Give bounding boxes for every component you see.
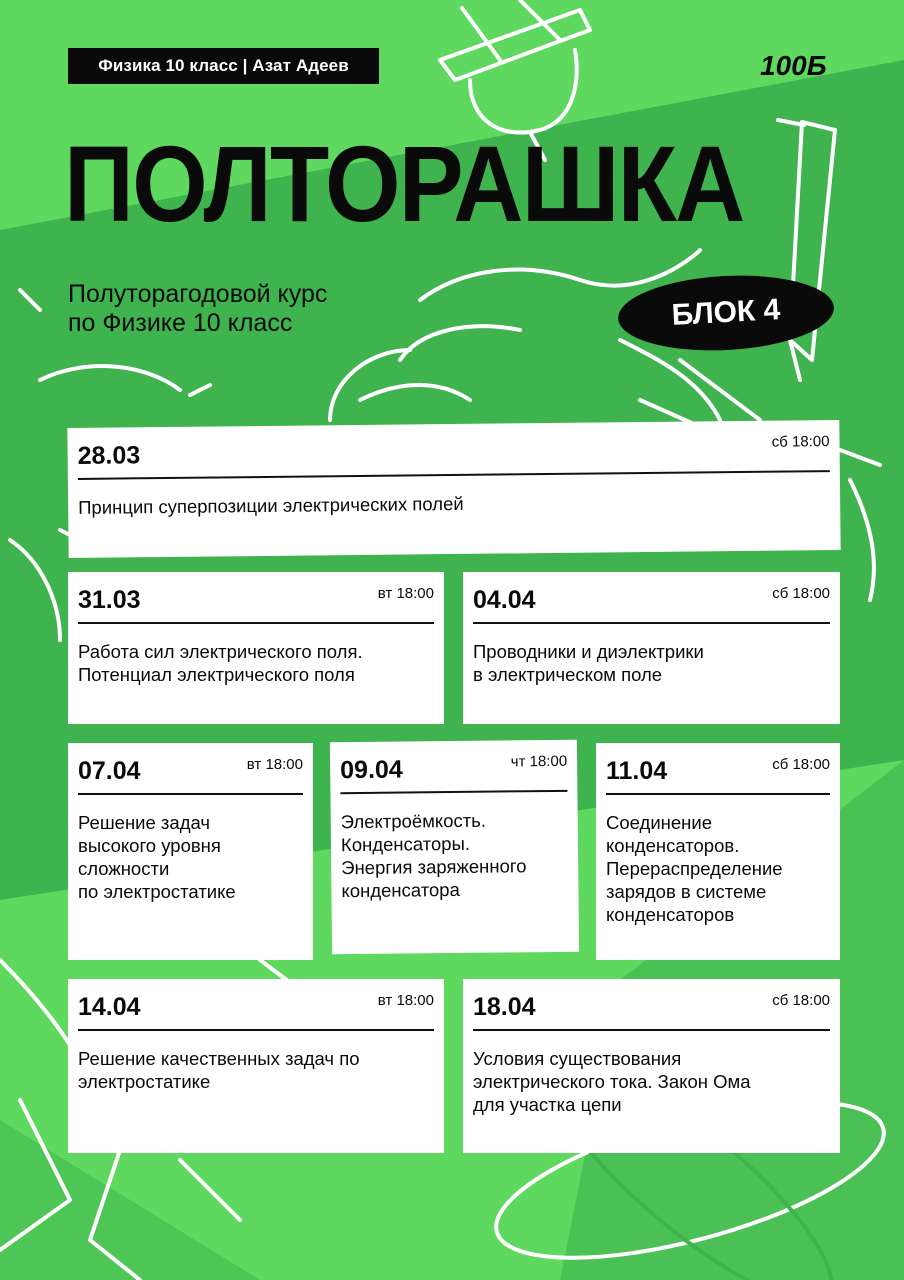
lesson-time: сб 18:00 [772,585,830,602]
lesson-date: 28.03 [77,441,141,470]
lesson-date: 09.04 [340,755,403,785]
topic-line: конденсатора [341,878,460,902]
lesson-topic [473,640,830,686]
topic-line: Соединение [606,812,713,833]
lesson-card-5 [330,740,579,955]
lesson-time: чт 18:00 [510,752,568,771]
topic-line: Проводники и диэлектрики [473,641,704,662]
lesson-card-7 [68,979,444,1153]
block-badge: БЛОК 4 [616,270,836,355]
lesson-card-3 [463,572,840,724]
topic-line: Энергия заряженного [341,855,527,879]
lesson-date: 31.03 [78,586,141,614]
topic-line: конденсаторов [606,904,735,925]
lesson-date: 07.04 [78,757,141,785]
topic-line: конденсаторов. [606,835,740,856]
topic-line: Перераспределение [606,858,783,879]
topic-line: Потенциал электрического поля [78,664,355,685]
subtitle-line: по Физике 10 класс [68,309,293,337]
topic-line: для участка цепи [473,1094,622,1115]
lesson-card-8 [463,979,840,1153]
lesson-time: вт 18:00 [377,992,434,1009]
topic-line: Условия существования [473,1048,682,1069]
lesson-topic [606,811,830,926]
topic-line: Решение качественных задач по [78,1048,360,1069]
lesson-card-6 [596,743,840,960]
topic-line: электрического тока. Закон Ома [473,1071,751,1092]
lesson-topic [78,1047,434,1093]
lesson-topic [78,811,303,903]
subtitle [68,280,468,338]
topic-line: зарядов в системе [606,881,767,902]
topic-line: сложности [78,858,170,879]
lesson-card-1 [67,420,840,558]
lesson-topic [78,488,830,519]
lesson-date: 11.04 [606,757,668,785]
course-tag: Физика 10 класс | Азат Адеев [68,48,379,84]
topic-line: Конденсаторы. [340,832,471,856]
topic-line: электростатике [78,1071,211,1092]
topic-line: в электрическом поле [473,664,663,685]
lesson-time: вт 18:00 [377,585,434,602]
page-title: ПОЛТОРАШКА [64,123,744,244]
topic-line: Работа сил электрического поля. [78,641,363,662]
lesson-topic [473,1047,830,1116]
topic-line: Принцип суперпозиции электрических полей [78,492,464,518]
lesson-date: 18.04 [473,993,536,1021]
lesson-topic [341,808,569,902]
subtitle-line: Полуторагодовой курс [68,280,328,308]
topic-line: по электростатике [78,881,236,902]
lesson-topic [78,640,434,686]
lesson-card-4 [68,743,313,960]
lesson-date: 14.04 [78,993,141,1021]
topic-line: высокого уровня [78,835,221,856]
topic-line: Электроёмкость. [340,809,487,833]
lesson-time: сб 18:00 [772,756,830,773]
topic-line: Решение задач [78,812,211,833]
brand-logo: 100Б [760,50,827,81]
lesson-time: вт 18:00 [246,756,303,773]
lesson-card-2 [68,572,444,724]
lesson-time: сб 18:00 [772,992,830,1009]
lesson-time: сб 18:00 [771,433,830,451]
lesson-date: 04.04 [473,586,536,614]
